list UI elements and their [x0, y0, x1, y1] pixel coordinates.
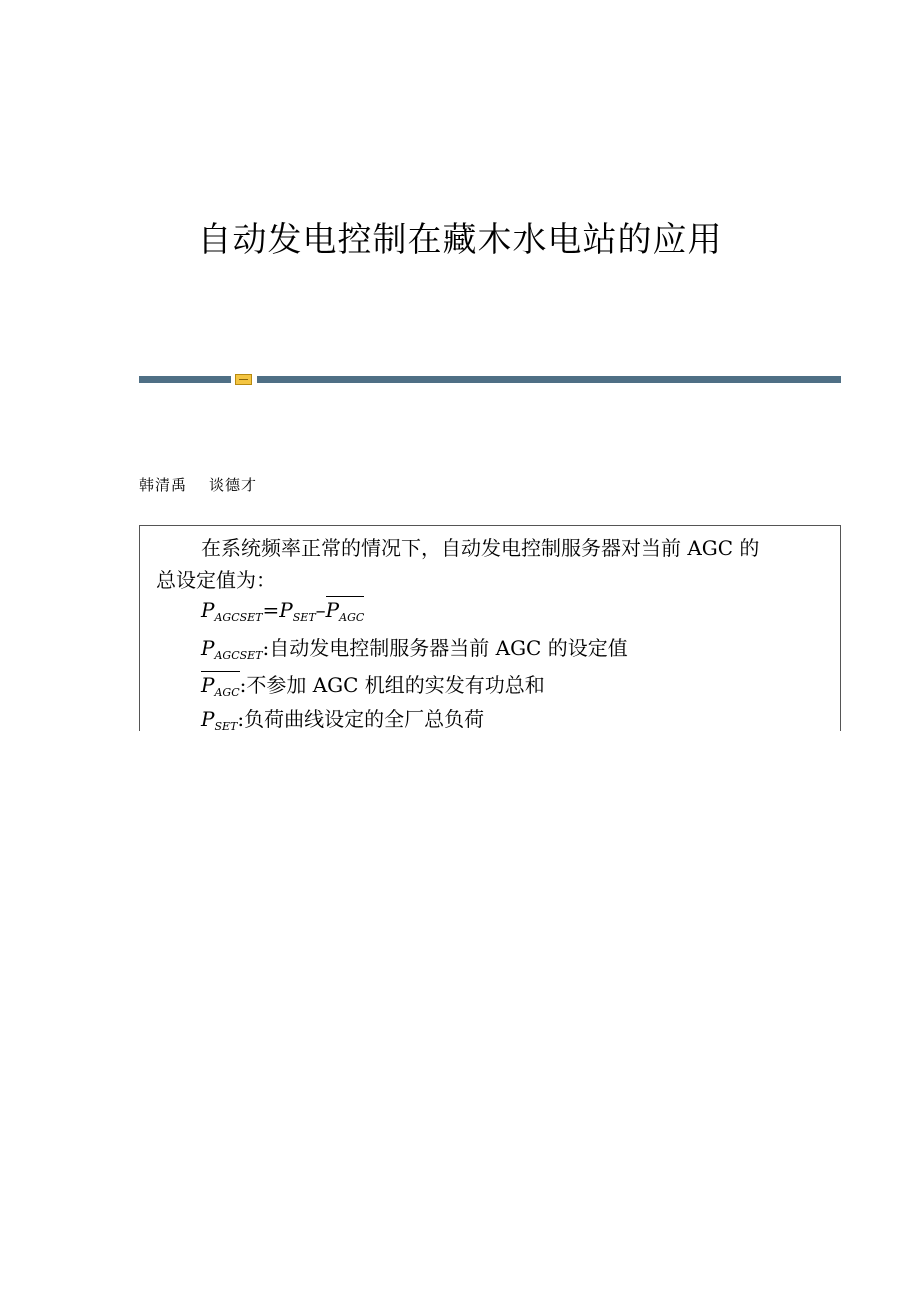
definition-agc: $P_{AGC}$:不参加 AGC 机组的实发有功总和	[201, 673, 545, 699]
author-name: 韩清禹	[139, 476, 188, 494]
author-name: 谈德才	[209, 476, 258, 494]
definition-agcset: $P_{AGCSET}$:自动发电控制服务器当前 AGC 的设定值	[201, 636, 628, 662]
divider-bar-right	[257, 376, 841, 383]
excerpt-paragraph-line-2: 总设定值为：	[156, 568, 276, 592]
section-divider	[139, 374, 841, 385]
divider-badge-icon	[235, 374, 252, 385]
divider-bar-left	[139, 376, 231, 383]
definition-set: $P_{SET}$:负荷曲线设定的全厂总负荷	[201, 707, 485, 731]
excerpt-paragraph-line-1: 在系统频率正常的情况下，自动发电控制服务器对当前 AGC 的	[201, 536, 760, 560]
agc-setpoint-formula: $P_{AGCSET}=P_{SET}-P_{AGC}$	[201, 598, 365, 624]
document-title: 自动发电控制在藏木水电站的应用	[197, 220, 723, 260]
author-line	[139, 474, 257, 495]
formula-excerpt-image	[139, 525, 841, 731]
